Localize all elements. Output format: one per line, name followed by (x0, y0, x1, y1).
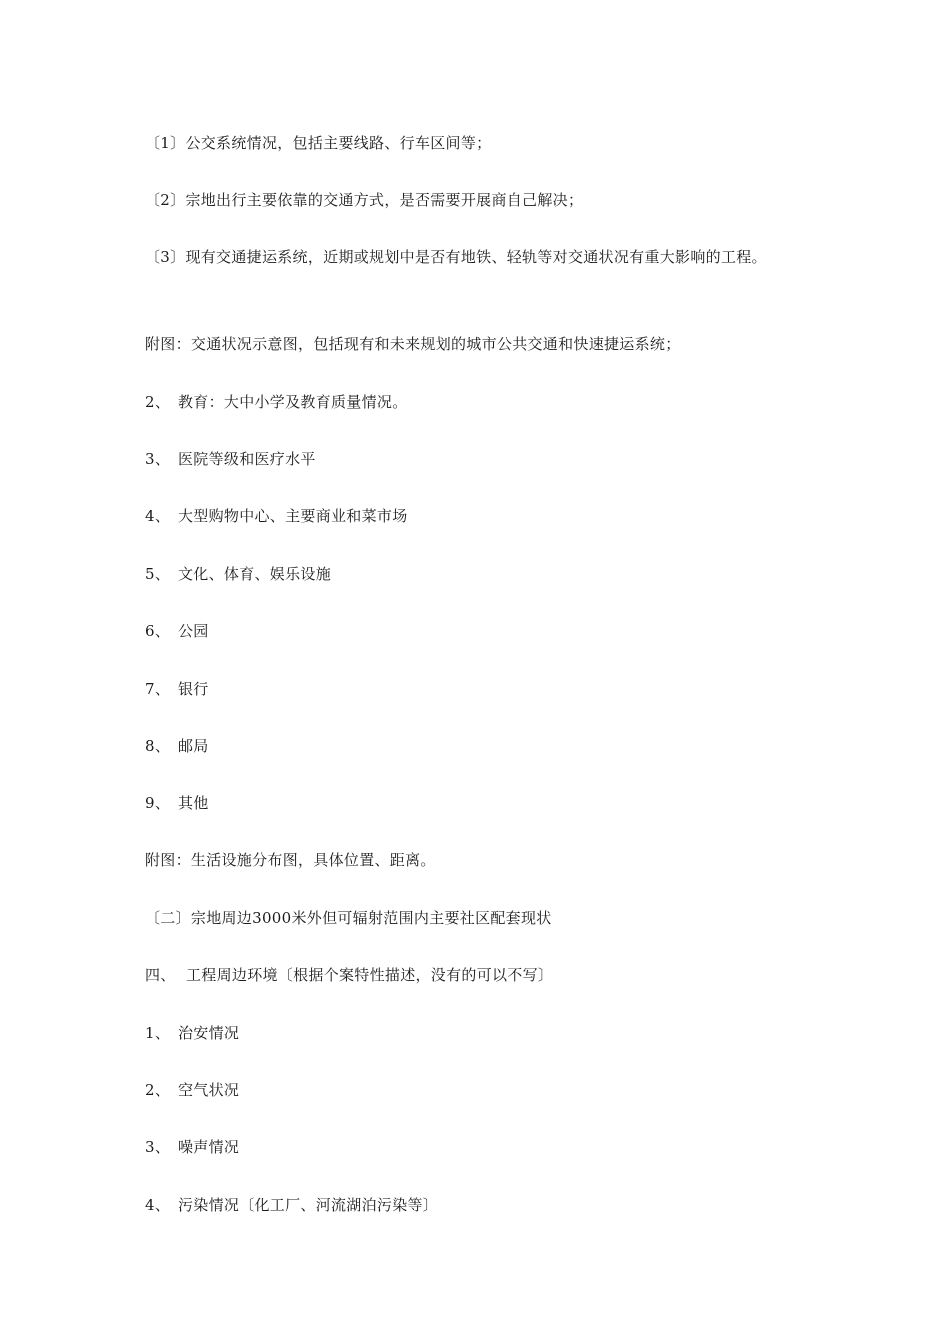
item-number: 〔2〕 (145, 191, 186, 209)
list-item-hospital (145, 449, 316, 470)
item-number: 〔1〕 (145, 134, 186, 152)
item-text: 治安情况 (178, 1024, 240, 1042)
list-item-noise (145, 1137, 239, 1158)
item-text: 附图：交通状况示意图，包括现有和未来规划的城市公共交通和快速捷运系统； (145, 335, 681, 353)
section-community-facilities (145, 908, 552, 929)
section-heading-surroundings (145, 965, 553, 986)
item-text: 其他 (178, 794, 209, 812)
item-number: 6、 (145, 622, 171, 640)
item-1-public-transit (145, 133, 491, 154)
item-text: 污染情况〔化工厂、河流湖泊污染等〕 (178, 1196, 439, 1214)
appendix-facilities-map (145, 850, 436, 871)
item-text: 医院等级和医疗水平 (178, 450, 316, 468)
item-number: 四、 (145, 966, 176, 984)
list-item-education (145, 392, 408, 413)
item-text: 邮局 (178, 737, 209, 755)
item-number: 1、 (145, 1024, 171, 1042)
item-text: 教育：大中小学及教育质量情况。 (178, 393, 408, 411)
item-number: 3、 (145, 1138, 171, 1156)
list-item-bank (145, 679, 209, 700)
item-number: 〔3〕 (145, 248, 186, 266)
list-item-pollution (145, 1195, 438, 1216)
list-item-other (145, 793, 209, 814)
item-text: 公交系统情况，包括主要线路、行车区间等； (185, 134, 492, 152)
list-item-post-office (145, 736, 209, 757)
item-number: 9、 (145, 794, 171, 812)
item-number: 2、 (145, 393, 171, 411)
item-text: 现有交通捷运系统，近期或规划中是否有地铁、轻轨等对交通状况有重大影响的工程。 (185, 248, 767, 266)
list-item-air (145, 1080, 239, 1101)
item-text: 〔二〕宗地周边3000米外但可辐射范围内主要社区配套现状 (145, 909, 552, 927)
item-number: 8、 (145, 737, 171, 755)
list-item-shopping (145, 506, 408, 527)
item-text: 空气状况 (178, 1081, 240, 1099)
item-text: 文化、体育、娱乐设施 (178, 565, 332, 583)
item-number: 4、 (145, 1196, 171, 1214)
item-number: 5、 (145, 565, 171, 583)
item-text: 附图：生活设施分布图，具体位置、距离。 (145, 851, 436, 869)
item-3-rapid-transit (145, 247, 810, 268)
item-text: 公园 (178, 622, 209, 640)
item-text: 噪声情况 (178, 1138, 240, 1156)
list-item-security (145, 1023, 239, 1044)
item-text: 宗地出行主要依靠的交通方式，是否需要开展商自己解决； (185, 191, 584, 209)
appendix-traffic-map (145, 334, 681, 355)
item-number: 3、 (145, 450, 171, 468)
item-number: 7、 (145, 680, 171, 698)
list-item-park (145, 621, 209, 642)
item-2-travel-mode (145, 190, 583, 211)
list-item-culture (145, 564, 331, 585)
item-text: 大型购物中心、主要商业和菜市场 (178, 507, 408, 525)
item-text: 银行 (178, 680, 209, 698)
item-text: 工程周边环境〔根据个案特性描述，没有的可以不写〕 (186, 966, 554, 984)
item-number: 4、 (145, 507, 171, 525)
item-number: 2、 (145, 1081, 171, 1099)
